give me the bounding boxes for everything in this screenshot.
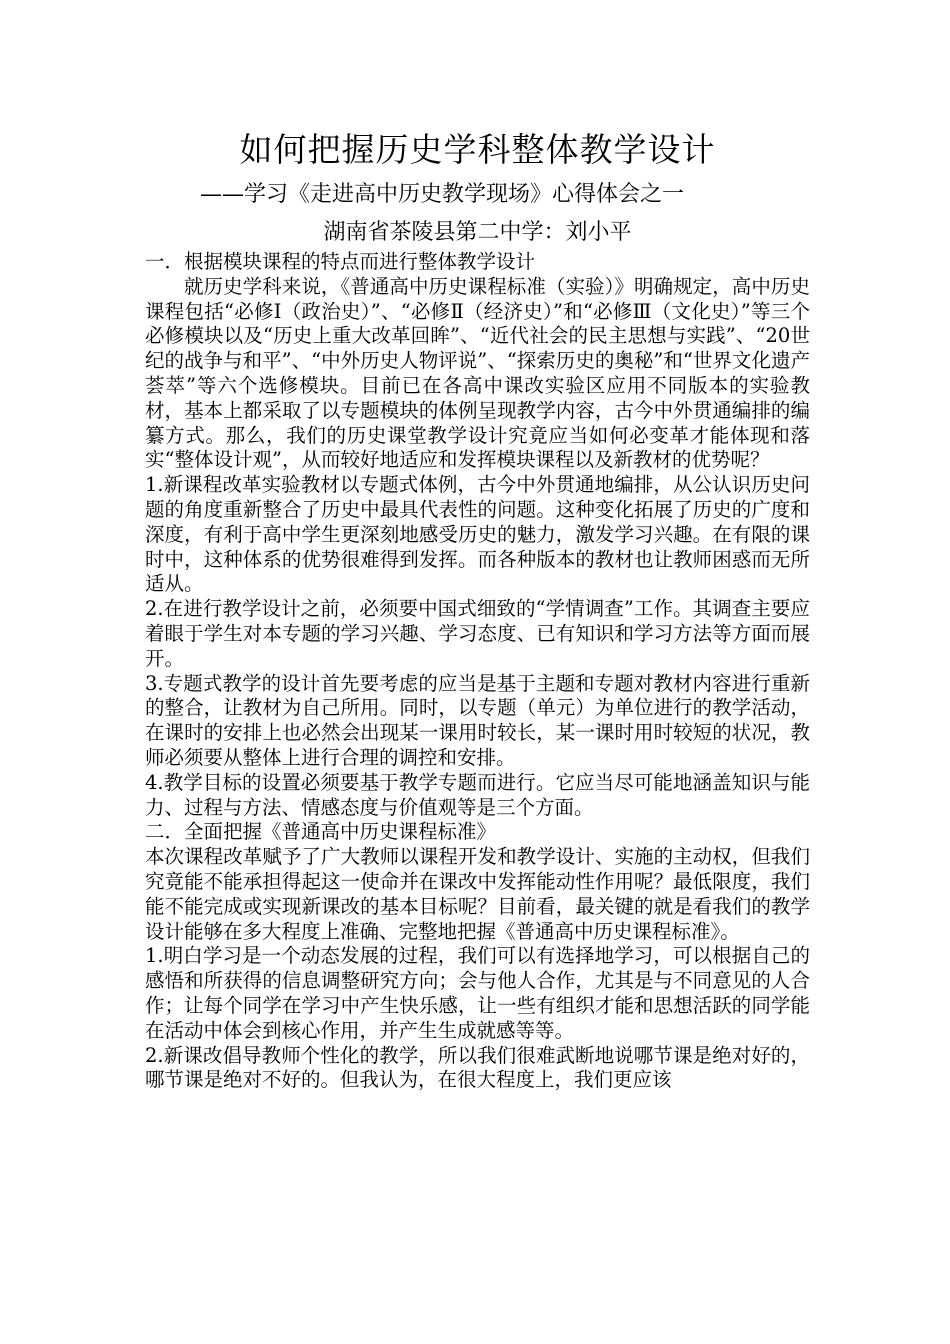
section-2-point-1: 1.明白学习是一个动态发展的过程，我们可以有选择地学习，可以根据自己的感悟和所获得的信息调整研究方向；会与他人合作，尤其是与不同意见的人合作；让每个同学在学习中产生快乐感，让一些有组织才能和思想活跃的同学能在活动中体会到核心作用，并产生生成就感等等。 [145,944,810,1042]
section-heading-2: 二．全面把握《普通高中历史课程标准》 [145,820,497,844]
section-heading-1: 一．根据模块课程的特点而进行整体教学设计 [145,250,536,273]
section-1-point-2: 2.在进行教学设计之前，必须要中国式细致的“学情调查”工作。其调查主要应着眼于学生对本专题的学习兴趣、学习态度、已有知识和学习方法等方面而展开。 [145,597,810,670]
section-1-point-3: 3.专题式教学的设计首先要考虑的应当是基于主题和专题对教材内容进行重新的整合，让教材为自己所用。同时，以专题（单元）为单位进行的教学活动，在课时的安排上也必然会出现某一课用时较长，某一课时用时较短的状况，教师必须要从整体上进行合理的调控和安排。 [145,671,810,769]
section-1-point-1: 1.新课程改革实验教材以专题式体例，古今中外贯通地编排，从公认识历史问题的角度重新整合了历史中最具代表性的问题。这种变化拓展了历史的广度和深度，有利于高中学生更深刻地感受历史的魅力，激发学习兴趣。在有限的课时中，这种体系的优势很难得到发挥。而各种版本的教材也让教师困惑而无所适从。 [145,473,810,596]
section-1-intro: 就历史学科来说，《普通高中历史课程标准（实验）》明确规定，高中历史课程包括“必修Ⅰ（政治史）”、“必修Ⅱ（经济史）”和“必修Ⅲ（文化史）”等三个必修模块以及“历史上重大改革回眸”、“近代社会的民主思想与实践”、“20世纪的战争与和平”、“中外历史人物评说”、“探索历史的奥秘”和“世界文化遗产荟萃”等六个选修模块。目前已在各高中课改实验区应用不同版本的实验教材，基本上都采取了以专题模块的体例呈现教学内容，古今中外贯通编排的编纂方式。那么，我们的历史课堂教学设计究竟应当如何必变革才能体现和落实“整体设计观”，从而较好地适应和发挥模块课程以及新教材的优势呢？ [145,274,810,472]
section-2-intro: 本次课程改革赋予了广大教师以课程开发和教学设计、实施的主动权，但我们究竟能不能承担得起这一使命并在课改中发挥能动性作用呢？最低限度，我们能不能完成或实现新课改的基本目标呢？目前看，最关键的就是看我们的教学设计能够在多大程度上准确、完整地把握《普通高中历史课程标准》。 [145,845,810,943]
section-1-point-4: 4.教学目标的设置必须要基于教学专题而进行。它应当尽可能地涵盖知识与能力、过程与方法、情感态度与价值观等是三个方面。 [145,770,810,819]
document-title: 如何把握历史学科整体教学设计 [239,130,716,169]
document-subtitle: ——学习《走进高中历史教学现场》心得体会之一 [200,182,685,207]
document-author: 湖南省茶陵县第二中学：刘小平 [323,220,632,245]
section-2-point-2: 2.新课改倡导教师个性化的教学，所以我们很难武断地说哪节课是绝对好的，哪节课是绝对不好的。但我认为，在很大程度上，我们更应该 [145,1043,810,1092]
document-page [145,128,810,1093]
